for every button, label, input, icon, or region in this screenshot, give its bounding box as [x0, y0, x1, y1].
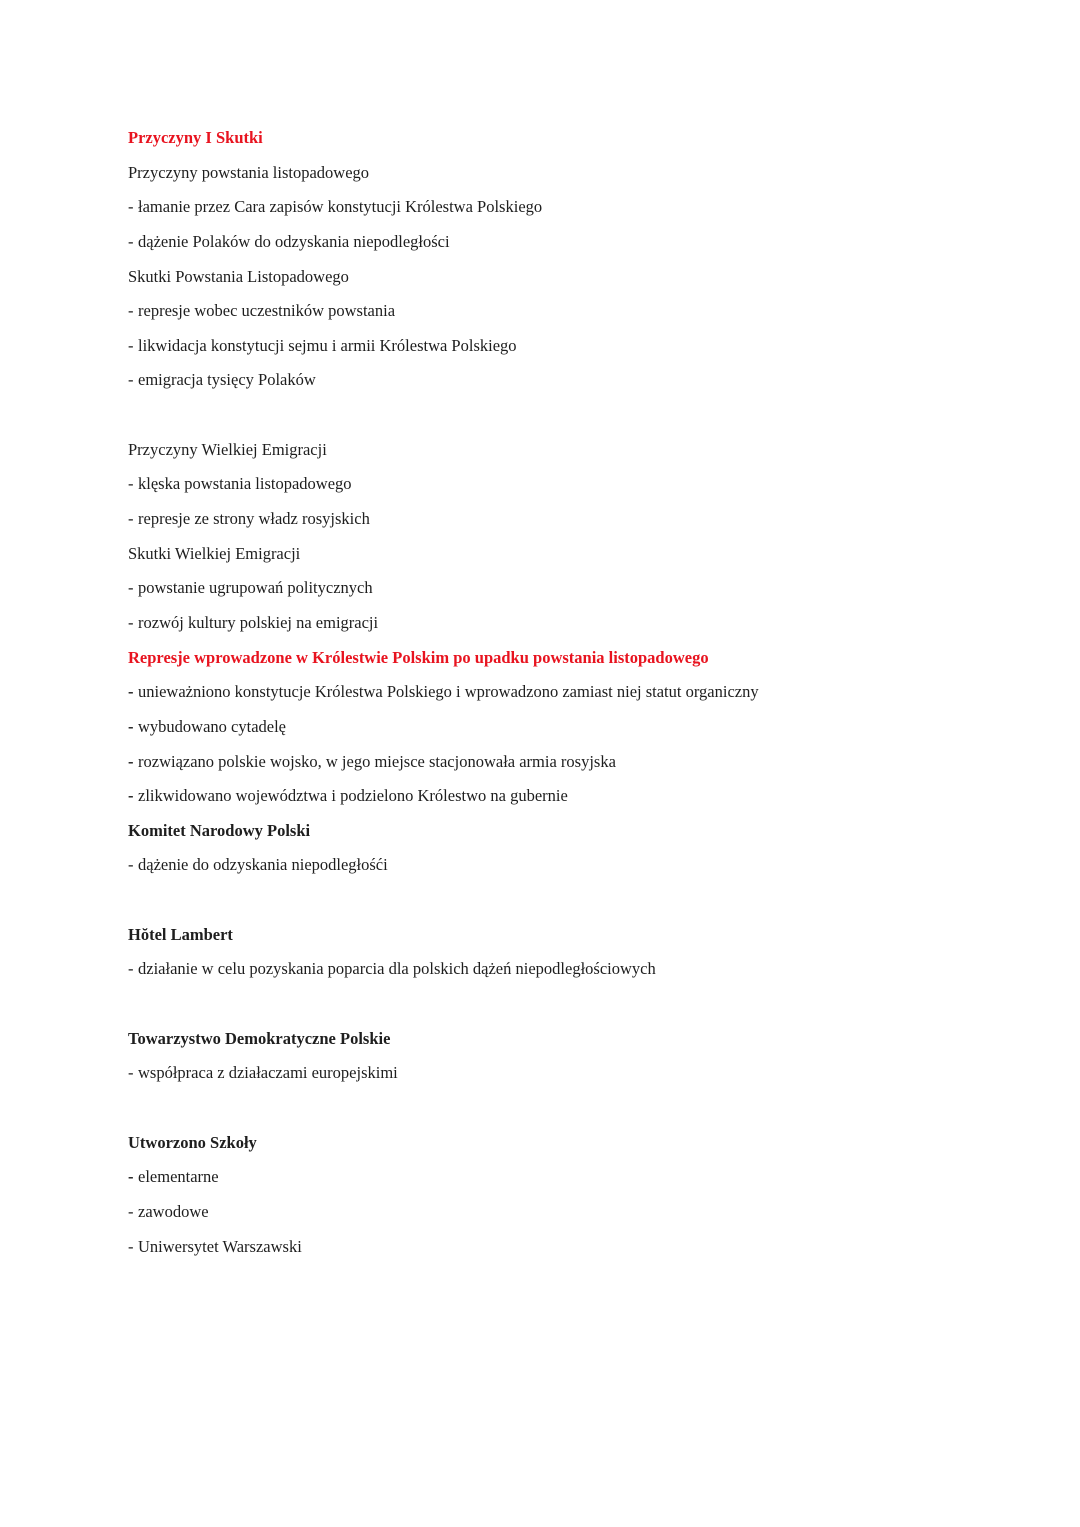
- bullet-item: [128, 1160, 960, 1195]
- bullet-item: [128, 606, 960, 641]
- subsection-heading: Towarzystwo Demokratyczne Polskie: [128, 1028, 391, 1048]
- empty-line: [128, 398, 960, 433]
- bullet-text: łamanie przez Cara zapisów konstytucji Królestwa Polskiego: [138, 197, 543, 217]
- bullet-text: działanie w celu pozyskania poparcia dla polskich dążeń niepodległościowych: [138, 959, 656, 979]
- bullet-text: klęska powstania listopadowego: [138, 474, 352, 494]
- bullet-dash: -: [128, 335, 134, 355]
- bullet-text: wybudowano cytadelę: [138, 716, 286, 736]
- bullet-item: [128, 745, 960, 780]
- bullet-text: represje wobec uczestników powstania: [138, 301, 396, 321]
- bullet-text: dążenie Polaków do odzyskania niepodległości: [138, 231, 450, 251]
- bullet-dash: -: [128, 578, 134, 598]
- bullet-item: [128, 1056, 960, 1091]
- bullet-item: [128, 848, 960, 883]
- list-intro-line: Skutki Wielkiej Emigracji: [128, 543, 301, 563]
- bullet-text: rozwiązano polskie wojsko, w jego miejsce stacjonowała armia rosyjska: [138, 751, 616, 771]
- bullet-dash: -: [128, 231, 134, 251]
- bullet-dash: -: [128, 682, 134, 702]
- bullet-text: likwidacja konstytucji sejmu i armii Królestwa Polskiego: [138, 335, 517, 355]
- bullet-item: [128, 710, 960, 745]
- subsection-heading: Utworzono Szkoły: [128, 1132, 257, 1152]
- bullet-dash: -: [128, 370, 134, 390]
- section-heading-red: Represje wprowadzone w Królestwie Polskim po upadku powstania listopadowego: [128, 647, 709, 667]
- bullet-item: [128, 363, 960, 398]
- bullet-dash: -: [128, 1167, 134, 1187]
- bullet-text: współpraca z działaczami europejskimi: [138, 1063, 398, 1083]
- bullet-dash: -: [128, 301, 134, 321]
- list-intro-line: Przyczyny Wielkiej Emigracji: [128, 439, 327, 459]
- bullet-text: represje ze strony władz rosyjskich: [138, 509, 370, 529]
- bullet-dash: -: [128, 197, 134, 217]
- subsection-heading: Hŏtel Lambert: [128, 924, 233, 944]
- list-intro-line: Skutki Powstania Listopadowego: [128, 266, 349, 286]
- bullet-dash: -: [128, 509, 134, 529]
- bullet-item: [128, 502, 960, 537]
- bullet-item: [128, 329, 960, 364]
- bullet-text: zawodowe: [138, 1201, 209, 1221]
- bullet-dash: -: [128, 855, 134, 875]
- bullet-item: [128, 571, 960, 606]
- empty-line: [128, 1091, 960, 1126]
- bullet-item: [128, 675, 960, 710]
- bullet-dash: -: [128, 1236, 134, 1256]
- empty-line: [128, 883, 960, 918]
- bullet-text: emigracja tysięcy Polaków: [138, 370, 316, 390]
- bullet-text: dążenie do odzyskania niepodległośći: [138, 855, 388, 875]
- bullet-item: [128, 467, 960, 502]
- bullet-item: [128, 1230, 960, 1265]
- empty-line: [128, 987, 960, 1022]
- bullet-dash: -: [128, 751, 134, 771]
- bullet-text: zlikwidowano województwa i podzielono Królestwo na gubernie: [138, 786, 568, 806]
- list-intro-line: Przyczyny powstania listopadowego: [128, 162, 370, 182]
- bullet-text: Uniwersytet Warszawski: [138, 1236, 302, 1256]
- subsection-heading: Komitet Narodowy Polski: [128, 820, 311, 840]
- bullet-dash: -: [128, 1201, 134, 1221]
- bullet-dash: -: [128, 612, 134, 632]
- section-heading-red: Przyczyny I Skutki: [128, 128, 263, 147]
- bullet-text: elementarne: [138, 1167, 219, 1187]
- bullet-dash: -: [128, 716, 134, 736]
- bullet-item: [128, 294, 960, 329]
- bullet-item: [128, 225, 960, 260]
- bullet-item: [128, 190, 960, 225]
- bullet-dash: -: [128, 474, 134, 494]
- bullet-item: [128, 952, 960, 987]
- bullet-dash: -: [128, 786, 134, 806]
- bullet-text: powstanie ugrupowań politycznych: [138, 578, 373, 598]
- bullet-text: rozwój kultury polskiej na emigracji: [138, 612, 379, 632]
- bullet-item: [128, 779, 960, 814]
- bullet-dash: -: [128, 1063, 134, 1083]
- bullet-item: [128, 1195, 960, 1230]
- bullet-dash: -: [128, 959, 134, 979]
- bullet-text: unieważniono konstytucje Królestwa Polskiego i wprowadzono zamiast niej statut organiczny: [138, 682, 759, 702]
